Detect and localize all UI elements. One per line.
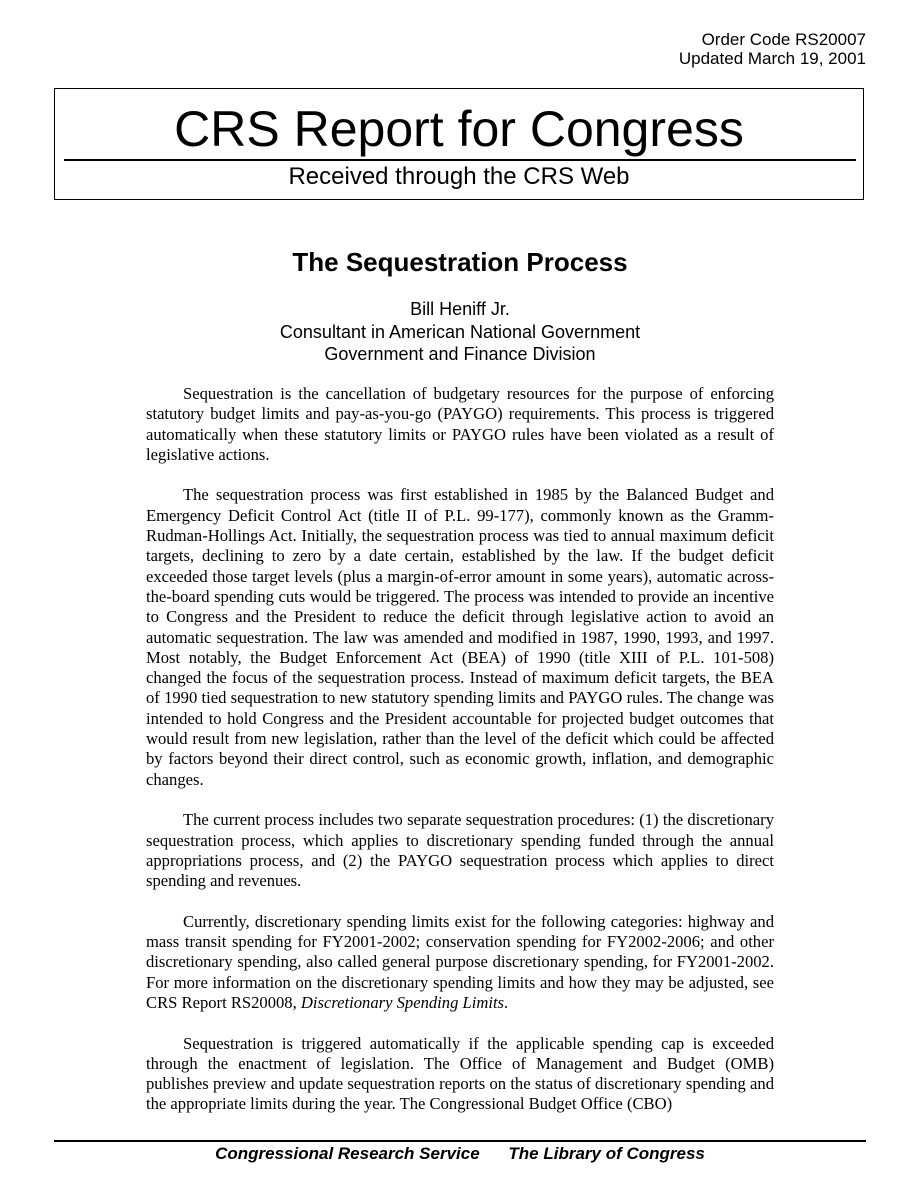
banner-title: CRS Report for Congress: [174, 101, 744, 157]
author-division: Government and Finance Division: [324, 344, 596, 364]
paragraph-4: [146, 912, 774, 1013]
document-title: The Sequestration Process: [292, 247, 628, 277]
report-title-citation: Discretionary Spending Limits: [300, 992, 505, 1012]
report-body: [146, 384, 774, 1135]
paragraph-5: Sequestration is triggered automatically if the applicable spending cap is exceeded through the enactment of legislation. The Office of Management and Budget (OMB) publishes preview and update sequestration reports on the status of discretionary spending and the appropriate limits during the year. The Congressional Budget Office (CBO): [146, 1033, 774, 1114]
author-block: [0, 298, 920, 366]
paragraph-3: The current process includes two separate sequestration procedures: (1) the discretionary sequestration process, which applies to discretionary spending funded through the annual appropriations process, and (2) the PAYGO sequestration process which applies to direct spending and revenues.: [146, 810, 774, 891]
paragraph-4-text: Currently, discretionary spending limits exist for the following categories: highway and mass transit spending for FY2001-2002; conservation spending for FY2002-2006; and other discretionary spending, also called general purpose discretionary spending, for FY2001-2002. For more information on the discretionary spending limits and how they may be adjusted, see CRS Report RS20008,: [146, 911, 774, 1012]
author-role: Consultant in American National Government: [279, 321, 641, 342]
updated-date: Updated March 19, 2001: [678, 49, 866, 68]
author-name: Bill Heniff Jr.: [410, 299, 510, 319]
order-code-block: [679, 30, 866, 68]
footer-crs: Congressional Research Service: [215, 1144, 480, 1163]
footer-loc: The Library of Congress: [508, 1144, 705, 1163]
footer-divider: [54, 1140, 866, 1142]
paragraph-2: The sequestration process was first established in 1985 by the Balanced Budget and Emergency Deficit Control Act (title II of P.L. 99-177), commonly known as the Gramm-Rudman-Hollings Act. Initially, the sequestration process was tied to annual maximum deficit targets, declining to zero by a date certain, established by the law. If the budget deficit exceeded those target levels (plus a margin-of-error amount in some years), automatic across-the-board spending cuts would be triggered. The process was intended to provide an incentive to Congress and the President to reduce the deficit through legislative action to avoid an automatic sequestration. The law was amended and modified in 1987, 1990, 1993, and 1997. Most notably, the Budget Enforcement Act (BEA) of 1990 (title XIII of P.L. 101-508) changed the focus of the sequestration process. Instead of maximum deficit targets, the BEA of 1990 tied sequestration to new statutory spending limits and PAYGO rules. The change was intended to hold Congress and the President accountable for projected budget outcomes that would result from new legislation, rather than the level of the deficit which could be affected by factors beyond their direct control, such as economic growth, inflation, and demographic changes.: [146, 485, 774, 789]
order-code: Order Code RS20007: [701, 30, 866, 49]
paragraph-4-end: .: [504, 992, 509, 1012]
banner-divider: [64, 159, 856, 161]
paragraph-1: Sequestration is the cancellation of budgetary resources for the purpose of enforcing statutory budget limits and pay-as-you-go (PAYGO) requirements. This process is triggered automatically when these statutory limits or PAYGO rules have been violated as a result of legislative actions.: [146, 384, 774, 464]
banner-subtitle: Received through the CRS Web: [288, 163, 630, 190]
page-footer: [0, 1143, 920, 1165]
